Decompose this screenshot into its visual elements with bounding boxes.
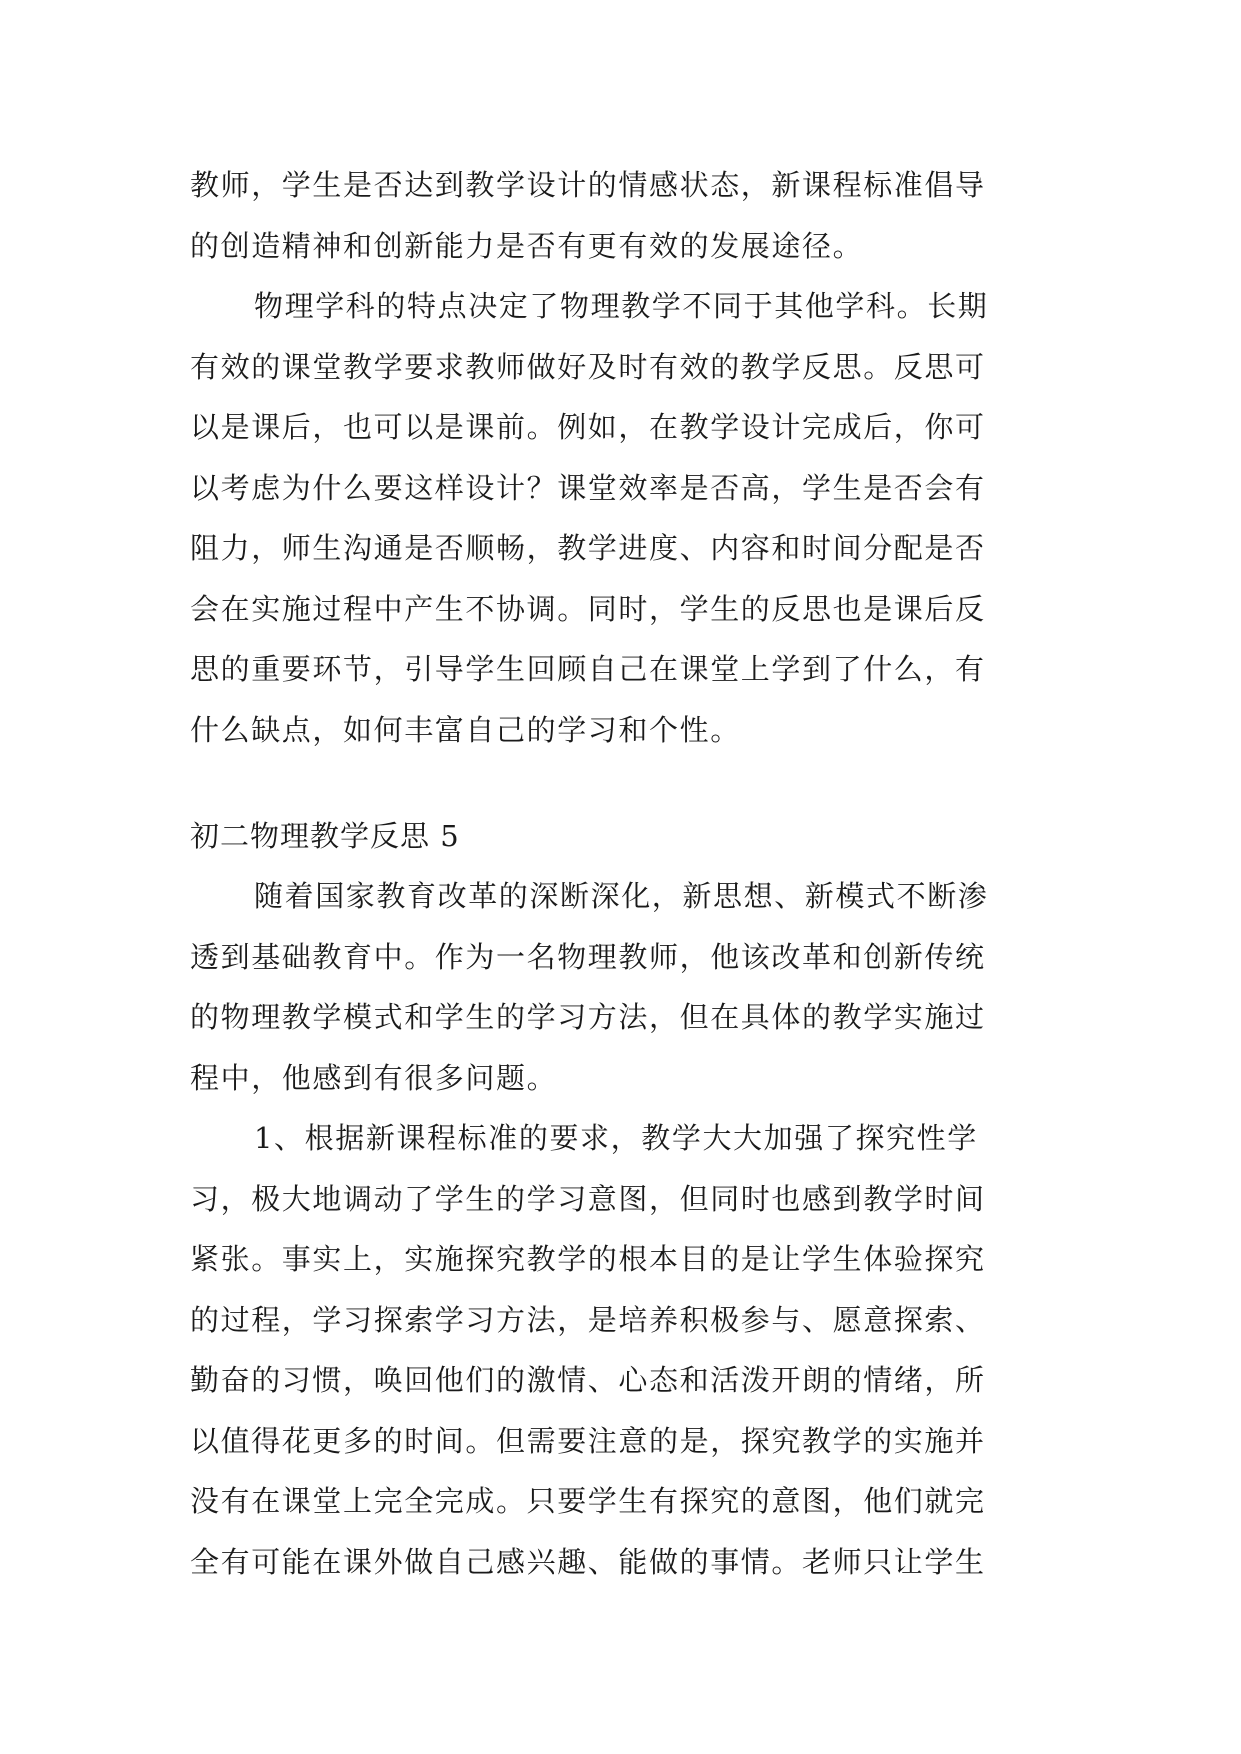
paragraph-line: 程中，他感到有很多问题。 <box>190 1060 558 1095</box>
paragraph-line: 透到基础教育中。作为一名物理教师，他该改革和创新传统 <box>190 939 986 974</box>
paragraph-line: 没有在课堂上完全完成。只要学生有探究的意图，他们就完 <box>190 1484 986 1518</box>
paragraph-line: 全有可能在课外做自己感兴趣、能做的事情。老师只让学生 <box>190 1544 986 1579</box>
paragraph-line: 的过程，学习探索学习方法，是培养积极参与、愿意探索、 <box>190 1302 986 1337</box>
paragraph-line: 随着国家教育改革的深断深化，新思想、新模式不断渗 <box>254 879 989 913</box>
paragraph-line: 的物理教学模式和学生的学习方法，但在具体的教学实施过 <box>190 1000 986 1034</box>
paragraph-line: 习，极大地调动了学生的学习意图，但同时也感到教学时间 <box>190 1181 986 1216</box>
paragraph-line: 教师，学生是否达到教学设计的情感状态，新课程标准倡导 <box>190 168 986 202</box>
paragraph-line: 物理学科的特点决定了物理教学不同于其他学科。长期 <box>254 289 989 323</box>
paragraph-continued <box>190 155 1050 276</box>
paragraph-line: 1、根据新课程标准的要求，教学大大加强了探究性学 <box>254 1121 978 1155</box>
section-heading <box>190 806 1050 867</box>
paragraph-line: 以值得花更多的时间。但需要注意的是，探究教学的实施并 <box>190 1423 986 1458</box>
paragraph-line: 什么缺点，如何丰富自己的学习和个性。 <box>190 712 741 747</box>
paragraph-line: 的创造精神和创新能力是否有更有效的发展途径。 <box>190 228 864 263</box>
paragraph-education-reform <box>190 866 1050 1108</box>
paragraph-line: 紧张。事实上，实施探究教学的根本目的是让学生体验探究 <box>190 1242 986 1276</box>
paragraph-physics-characteristics <box>190 276 1050 760</box>
paragraph-line: 以考虑为什么要这样设计？课堂效率是否高，学生是否会有 <box>190 470 986 505</box>
section-heading-text: 初二物理教学反思 5 <box>190 819 460 853</box>
paragraph-line: 阻力，师生沟通是否顺畅，教学进度、内容和时间分配是否 <box>190 531 986 565</box>
paragraph-line: 有效的课堂教学要求教师做好及时有效的教学反思。反思可 <box>190 349 986 384</box>
paragraph-line: 思的重要环节，引导学生回顾自己在课堂上学到了什么，有 <box>190 652 986 686</box>
paragraph-point-1 <box>190 1108 1050 1592</box>
paragraph-line: 以是课后，也可以是课前。例如，在教学设计完成后，你可 <box>190 410 986 444</box>
paragraph-line: 会在实施过程中产生不协调。同时，学生的反思也是课后反 <box>190 591 986 626</box>
paragraph-line: 勤奋的习惯，唤回他们的激情、心态和活泼开朗的情绪，所 <box>190 1363 986 1397</box>
